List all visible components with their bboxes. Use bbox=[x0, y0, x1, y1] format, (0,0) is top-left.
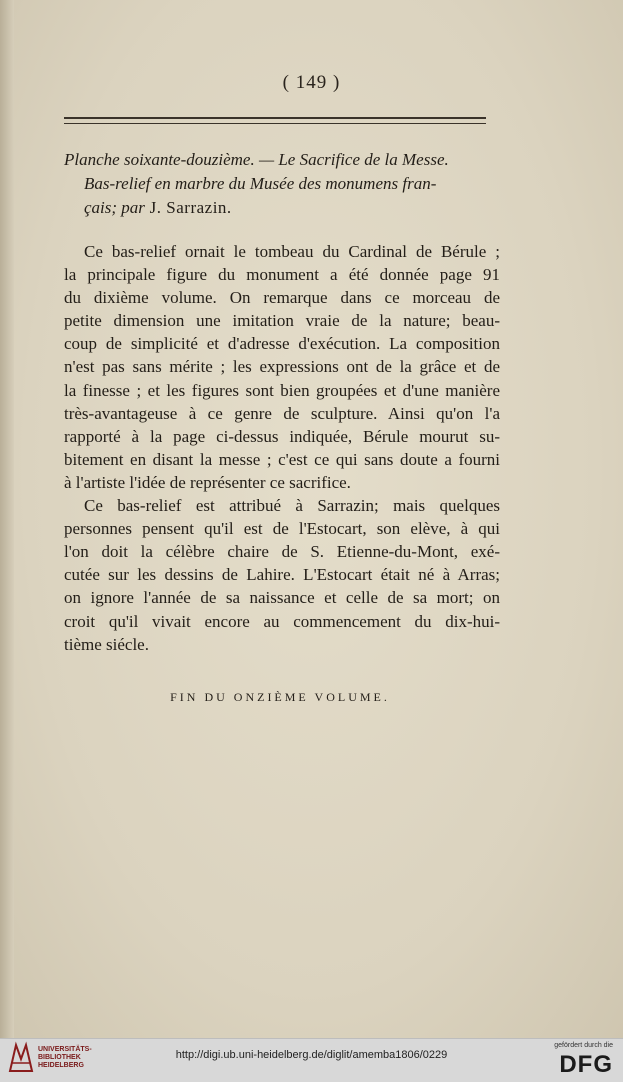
text-line: Ce bas-relief est attribué à Sarrazin; mais quelques bbox=[84, 496, 500, 516]
text-line: tième siécle. bbox=[64, 634, 149, 654]
text-line: on ignore l'année de sa naissance et celle de sa mort; on bbox=[64, 588, 500, 608]
heading-line: Planche soixante-douzième. — Le Sacrifice de la Messe. bbox=[64, 150, 449, 169]
paragraph-2 bbox=[64, 494, 500, 656]
text-line: à l'artiste l'idée de représenter ce sacrifice. bbox=[64, 472, 351, 492]
text-line: la finesse ; et les figures sont bien groupées et d'une manière bbox=[64, 380, 500, 400]
text-line: Ce bas-relief ornait le tombeau du Cardinal de Bérule ; bbox=[84, 242, 500, 261]
plate-heading bbox=[64, 148, 504, 220]
text-line: petite dimension une imitation vraie de la nature; beau- bbox=[64, 311, 500, 331]
volume-end-mark: FIN DU ONZIÈME VOLUME. bbox=[170, 690, 390, 704]
text-line: coup de simplicité et d'adresse d'exécution. La composition bbox=[64, 334, 500, 354]
text-line: la principale figure du monument a été donnée page 91 bbox=[64, 265, 500, 285]
text-line: n'est pas sans mérite ; les expressions ont de la grâce et de bbox=[64, 357, 500, 377]
heading-line: Bas-relief en marbre du Musée des monumens fran- bbox=[84, 174, 437, 193]
heading-line: çais; par J. Sarrazin. bbox=[84, 198, 232, 217]
text-line: du dixième volume. On remarque dans ce morceau de bbox=[64, 288, 500, 308]
paragraph-1 bbox=[64, 240, 500, 494]
body-text bbox=[64, 240, 500, 656]
header-rule-thick bbox=[64, 117, 486, 119]
page-gutter bbox=[0, 0, 14, 1038]
text-line: l'on doit la célèbre chaire de S. Etienne-du-Mont, exé- bbox=[64, 542, 500, 562]
text-line: très-avantageuse à ce genre de sculpture. Ainsi qu'on l'a bbox=[64, 403, 500, 423]
text-line: personnes pensent qu'il est de l'Estocart, son elève, à qui bbox=[64, 519, 500, 539]
text-line: bitement en disant la messe ; c'est ce qui sans doute a fourni bbox=[64, 449, 500, 469]
text-line: cutée sur les dessins de Lahire. L'Estocart était né à Arras; bbox=[64, 565, 500, 585]
header-rule-thin bbox=[64, 123, 486, 124]
dfg-logo: DFG bbox=[559, 1051, 613, 1078]
text-line: croit qu'il vivait encore au commencement du dix-hui- bbox=[64, 611, 500, 631]
page-number: ( 149 ) bbox=[282, 72, 341, 93]
library-name: UNIVERSITÄTS- BIBLIOTHEK HEIDELBERG bbox=[38, 1046, 92, 1069]
text-line: rapporté à la page ci-dessus indiquée, Bérule mourut su- bbox=[64, 426, 500, 446]
funding-label: gefördert durch die bbox=[554, 1042, 613, 1049]
source-url-link[interactable]: http://digi.ub.uni-heidelberg.de/diglit/amemba1806/0229 bbox=[175, 1049, 448, 1061]
